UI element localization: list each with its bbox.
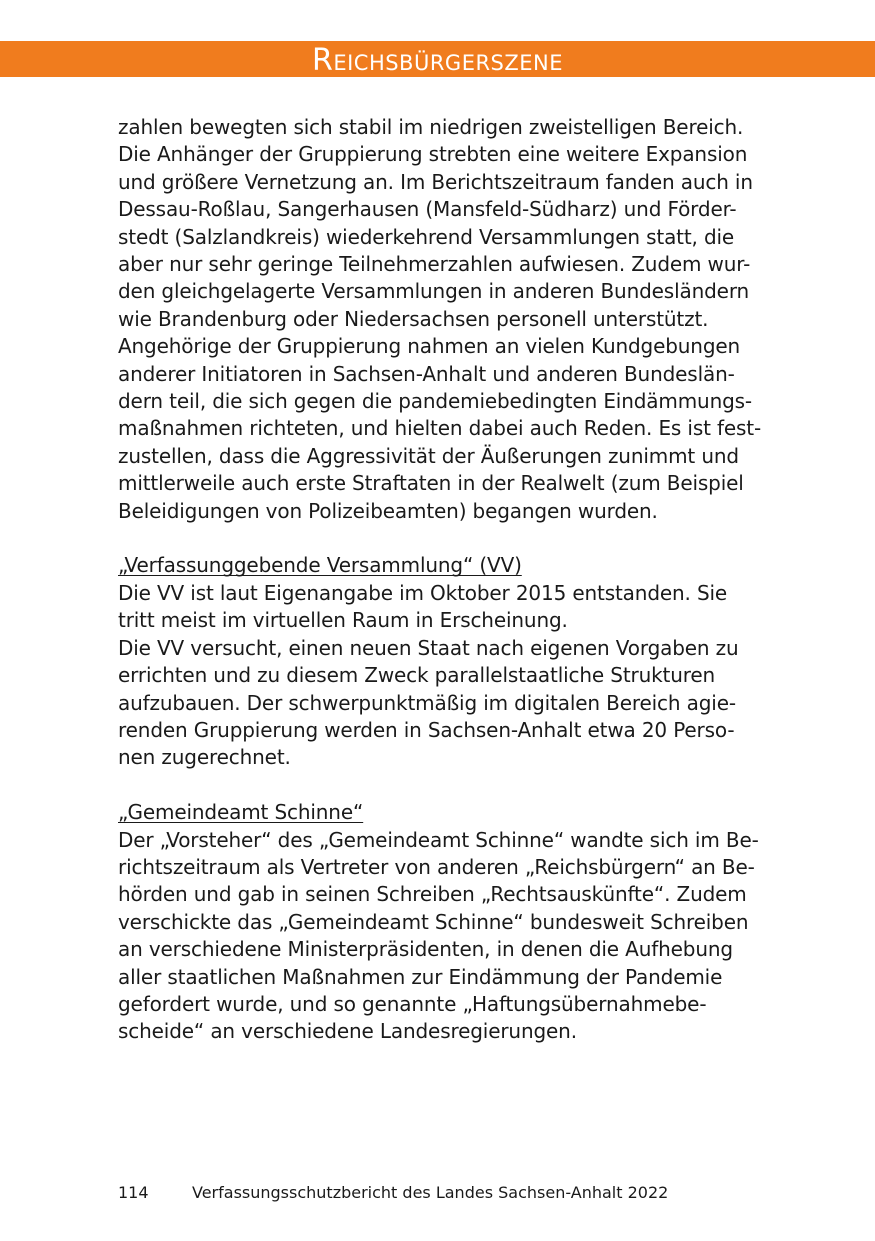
text-line: Die VV versucht, einen neuen Staat nach eigenen Vorgaben zu (118, 635, 739, 660)
text-line: renden Gruppierung werden in Sachsen-Anhalt etwa 20 Perso- (118, 717, 735, 742)
text-line: anderer Initiatoren in Sachsen-Anhalt und anderen Bundeslän- (118, 361, 735, 386)
text-line: dern teil, die sich gegen die pandemiebedingten Eindämmungs- (118, 389, 752, 414)
text-line: Angehörige der Gruppierung nahmen an vielen Kundgebungen (118, 334, 741, 359)
text-line: Dessau-Roßlau, Sangerhausen (Mansfeld-Südharz) und Förder- (118, 197, 737, 222)
text-line: aller staatlichen Maßnahmen zur Eindämmung der Pandemie (118, 964, 723, 989)
schinne-paragraph (118, 827, 758, 1046)
text-line: und größere Vernetzung an. Im Berichtszeitraum fanden auch in (118, 169, 753, 194)
publication-title: Verfassungsschutzbericht des Landes Sachsen-Anhalt 2022 (192, 1183, 669, 1202)
text-line: errichten und zu diesem Zweck parallelstaatliche Strukturen (118, 663, 716, 688)
text-line: nen zugerechnet. (118, 745, 291, 770)
text-line: an verschiedene Ministerpräsidenten, in denen die Aufhebung (118, 937, 733, 962)
text-line: verschickte das „Gemeindeamt Schinne“ bundesweit Schreiben (118, 909, 749, 934)
text-line: Die Anhänger der Gruppierung strebten eine weitere Expansion (118, 142, 748, 167)
section-schinne (118, 799, 758, 1046)
chapter-header-bar (0, 41, 875, 77)
text-line: stedt (Salzlandkreis) wiederkehrend Versammlungen statt, die (118, 224, 735, 249)
text-line: wie Brandenburg oder Niedersachsen personell unterstützt. (118, 306, 709, 331)
section-heading-schinne: „Gemeindeamt Schinne“ (118, 800, 364, 825)
text-line: hörden und gab in seinen Schreiben „Rechtsauskünfte“. Zudem (118, 882, 747, 907)
page-footer (118, 1182, 668, 1204)
text-line: maßnahmen richteten, und hielten dabei auch Reden. Es ist fest- (118, 416, 762, 441)
vv-paragraph (118, 580, 758, 772)
text-line: scheide“ an verschiedene Landesregierungen. (118, 1019, 577, 1044)
text-line: zahlen bewegten sich stabil im niedrigen zweistelligen Bereich. (118, 115, 744, 139)
chapter-title: Reichsbürgerszene (311, 43, 564, 78)
text-line: Die VV ist laut Eigenangabe im Oktober 2015 entstanden. Sie (118, 580, 728, 605)
text-line: gefordert wurde, und so genannte „Haftungsübernahmebe- (118, 991, 707, 1016)
page-number: 114 (118, 1183, 149, 1202)
text-line: den gleichgelagerte Versammlungen in anderen Bundesländern (118, 279, 750, 304)
text-line: aber nur sehr geringe Teilnehmerzahlen aufwiesen. Zudem wur- (118, 252, 751, 277)
text-line: richtszeitraum als Vertreter von anderen „Reichsbürgern“ an Be- (118, 854, 755, 879)
text-line: Der „Vorsteher“ des „Gemeindeamt Schinne“ wandte sich im Be- (118, 827, 759, 852)
text-line: mittlerweile auch erste Straftaten in der Realwelt (zum Beispiel (118, 471, 744, 496)
section-vv (118, 552, 758, 771)
text-line: tritt meist im virtuellen Raum in Erscheinung. (118, 608, 568, 633)
text-line: zustellen, dass die Aggressivität der Äußerungen zunimmt und (118, 443, 739, 468)
page-content (118, 114, 762, 1046)
text-line: aufzubauen. Der schwerpunktmäßig im digitalen Bereich agie- (118, 690, 736, 715)
section-heading-vv: „Verfassunggebende Versammlung“ (VV) (118, 553, 522, 578)
intro-paragraph (118, 114, 762, 525)
text-line: Beleidigungen von Polizeibeamten) begangen wurden. (118, 498, 658, 523)
